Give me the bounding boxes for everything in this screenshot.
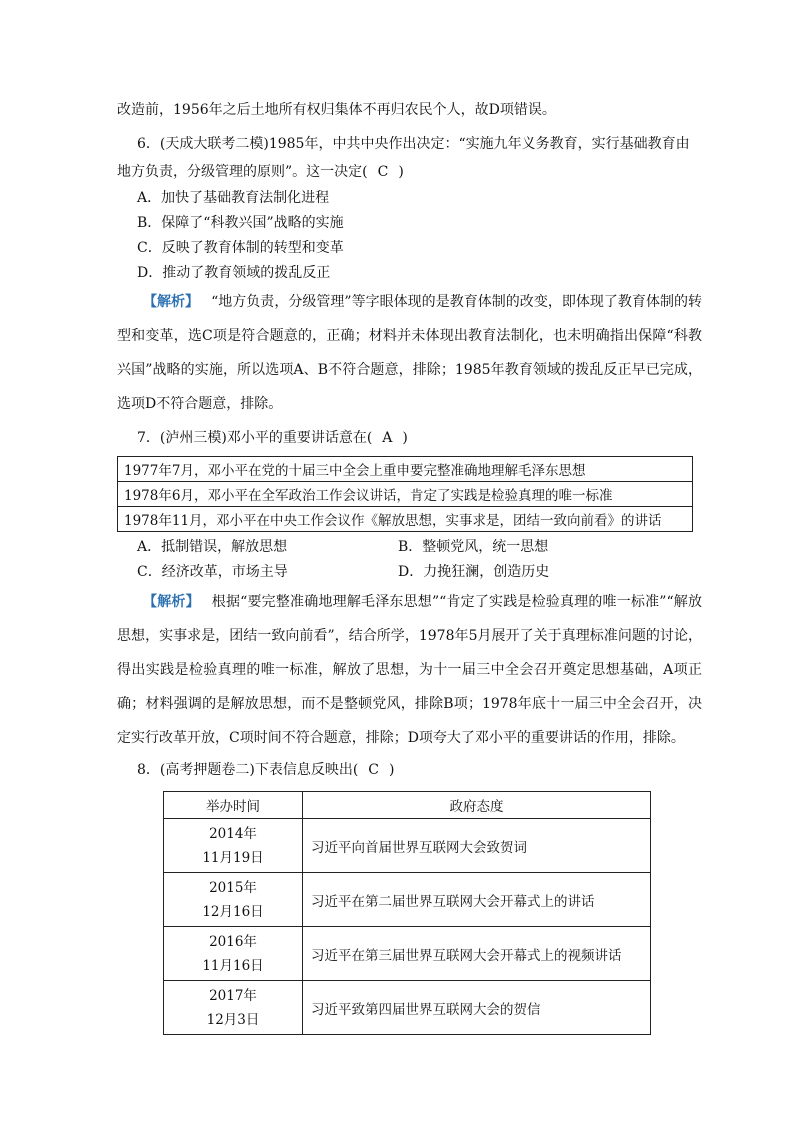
attitude-cell: 习近平在第三届世界互联网大会开幕式上的视频讲话 [303, 927, 651, 981]
q7-stem-text: 7．(泸州三模)邓小平的重要讲话意在( [137, 430, 373, 446]
q6-stem-text: 地方负责，分级管理的原则”。这一决定( [117, 164, 368, 180]
q6-option-c: C．反映了教育体制的转型和变革 [137, 240, 344, 256]
q7-option-a: A．抵制错误，解放思想 [137, 539, 288, 555]
q8-paren-close: ) [389, 762, 395, 778]
q7-option-b: B．整顿党风，统一思想 [398, 539, 549, 555]
table-cell: 1978年6月，邓小平在全军政治工作会议讲话，肯定了实践是检验真理的唯一标准 [118, 482, 693, 507]
table-row [164, 981, 651, 1035]
q6-answer: C [377, 164, 389, 180]
date-year: 2014年 [209, 825, 257, 842]
q7-analysis-label: 【解析】 [143, 594, 200, 610]
q7-option-d: D．力挽狂澜，创造历史 [398, 564, 550, 580]
q6-option-d: D．推动了教育领域的拨乱反正 [137, 265, 331, 281]
table-row [118, 482, 693, 507]
q7-stem [137, 428, 408, 448]
table-row [118, 457, 693, 482]
date-cell [164, 873, 303, 927]
q7-analysis-text: 根据“要完整准确地理解毛泽东思想”“肯定了实践是检验真理的唯一标准”“解放思想，实事求是，团结一致向前看”，结合所学，1978年5月展开了关于真理标准问题的讨论，得出实践是检验真理的唯一标准，解放了思想，为十一届三中全会召开奠定思想基础，A项正确；材料强调的是解放思想，而不是整顿党风，排除B项；1978年底十一届三中全会召开，决定实行改革开放，C项时间不符合题意，排除；D项夸大了邓小平的重要讲话的作用，排除。 [117, 594, 702, 746]
table-row [118, 507, 693, 532]
q8-info-table [163, 791, 651, 1035]
attitude-cell: 习近平致第四届世界互联网大会的贺信 [303, 981, 651, 1035]
q7-analysis [117, 585, 702, 755]
q7-answer: A [382, 430, 393, 446]
date-day: 12月3日 [206, 1011, 260, 1028]
column-header-attitude: 政府态度 [303, 792, 651, 819]
q8-stem-text: 8．(高考押题卷二)下表信息反映出( [137, 762, 359, 778]
q7-material-table [117, 456, 693, 532]
q6-stem-line2 [117, 162, 404, 182]
q6-stem-line1: 6．(天成大联考二模)1985年，中共中央作出决定：“实施九年义务教育，实行基础教育由 [137, 136, 690, 152]
table-cell: 1978年11月，邓小平在中央工作会议作《解放思想，实事求是，团结一致向前看》的讲话 [118, 507, 693, 532]
column-header-time: 举办时间 [164, 792, 303, 819]
table-cell: 1977年7月，邓小平在党的十届三中全会上重申要完整准确地理解毛泽东思想 [118, 457, 693, 482]
attitude-cell: 习近平向首届世界互联网大会致贺词 [303, 819, 651, 873]
q8-stem [137, 760, 394, 780]
q7-paren-close: ) [402, 430, 408, 446]
table-row [164, 873, 651, 927]
table-row [164, 819, 651, 873]
date-day: 11月19日 [202, 849, 264, 866]
previous-analysis-tail: 改造前，1956年之后土地所有权归集体不再归农民个人，故D项错误。 [117, 102, 556, 118]
q7-option-c: C．经济改革，市场主导 [137, 564, 288, 580]
table-row [164, 927, 651, 981]
table-header-row [164, 792, 651, 819]
q6-analysis-label: 【解析】 [143, 294, 200, 310]
q6-analysis-text: “地方负责，分级管理”等字眼体现的是教育体制的改变，即体现了教育体制的转型和变革，选C项是符合题意的，正确；材料并未体现出教育法制化，也未明确指出保障“科教兴国”战略的实施，所以选项A、B不符合题意，排除；1985年教育领域的拨乱反正早已完成，选项D不符合题意，排除。 [117, 294, 703, 412]
date-day: 11月16日 [202, 957, 264, 974]
q8-answer: C [368, 762, 380, 778]
q6-option-a: A．加快了基础教育法制化进程 [137, 190, 330, 206]
q6-paren-close: ) [398, 164, 404, 180]
date-cell [164, 927, 303, 981]
date-day: 12月16日 [202, 903, 264, 920]
q6-analysis [117, 285, 702, 421]
date-cell [164, 981, 303, 1035]
attitude-cell: 习近平在第二届世界互联网大会开幕式上的讲话 [303, 873, 651, 927]
q6-option-b: B．保障了“科教兴国”战略的实施 [137, 215, 344, 231]
date-year: 2015年 [209, 879, 257, 896]
date-year: 2017年 [209, 987, 257, 1004]
date-cell [164, 819, 303, 873]
date-year: 2016年 [209, 933, 257, 950]
